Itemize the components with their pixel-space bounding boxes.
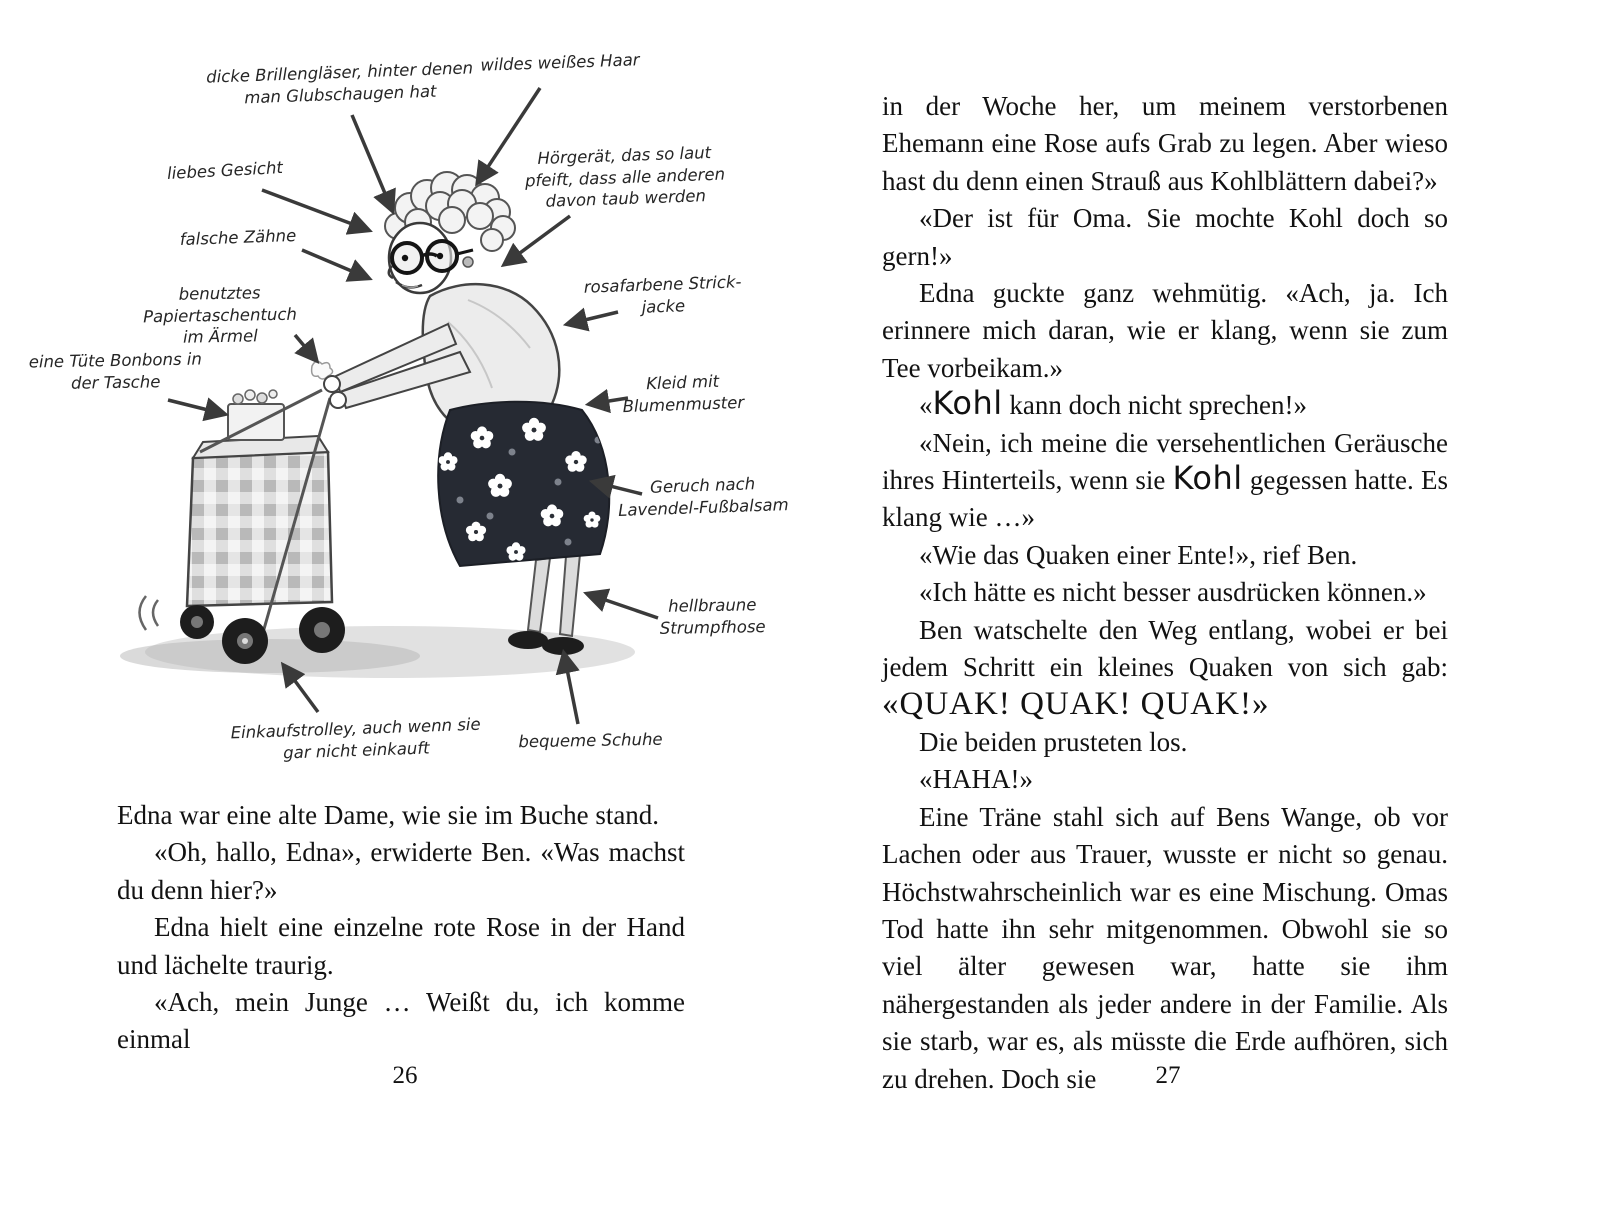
- annotation-tissue: benutztes Papiertaschentuch im Ärmel: [142, 283, 298, 347]
- text-run: Edna war eine alte Dame, wie sie im Buche stand.: [117, 800, 660, 830]
- annotation-teeth: falsche Zähne: [179, 225, 297, 250]
- paragraph: [117, 909, 685, 984]
- motion-lines: [140, 596, 147, 630]
- lady-head: [385, 172, 515, 293]
- shopping-trolley: [187, 390, 332, 636]
- page-number-right: 27: [1155, 1062, 1181, 1089]
- text-run: «: [919, 390, 933, 421]
- shoe: [508, 631, 548, 649]
- shoe: [542, 637, 584, 655]
- lady-legs: [508, 554, 584, 655]
- text-run: gegessen hatte. Es klang wie …»: [882, 465, 1448, 533]
- annotation-hearing-aid: Hörgerät, das so laut pfeift, dass alle anderen davon taub werden: [524, 142, 726, 211]
- annotation-smell: Geruch nach Lavendel-Fußbalsam: [617, 474, 789, 520]
- lady-skirt: [438, 402, 609, 566]
- text-run: Edna guckte ganz wehmütig. «Ach, ja. Ich erinnere mich daran, wie er klang, wenn sie zum Tee vorbeikam.»: [882, 278, 1448, 383]
- paragraph: [117, 797, 685, 834]
- left-page-text: [117, 797, 685, 1059]
- paragraph: [882, 88, 1448, 200]
- annotation-shoes: bequeme Schuhe: [518, 729, 663, 752]
- arrow-to-bonbons: [168, 400, 224, 414]
- text-run: «HAHA!»: [919, 764, 1033, 795]
- motion-lines: [153, 600, 158, 626]
- hand: [324, 376, 340, 392]
- paragraph: [882, 384, 1448, 424]
- arrow-to-glasses: [352, 115, 392, 210]
- annotation-hair: wildes weißes Haar: [480, 50, 640, 75]
- emphasis-quak: «QUAK! QUAK! QUAK!»: [882, 685, 1270, 722]
- hand: [330, 392, 346, 408]
- paragraph: [117, 834, 685, 909]
- paragraph: [882, 275, 1448, 387]
- annotation-bonbons: eine Tüte Bonbons in der Tasche: [28, 349, 203, 393]
- text-run: Ben watschelte den Weg entlang, wobei er bei jedem Schritt ein kleines Quaken von sich gab:: [882, 614, 1448, 683]
- eye: [437, 253, 443, 259]
- text-run: kann doch nicht sprechen!»: [1002, 390, 1308, 421]
- text-run: «Oh, hallo, Edna», erwiderte Ben. «Was machst du denn hier?»: [117, 837, 685, 905]
- text-run: Edna hielt eine einzelne rote Rose in der Hand und lächelte traurig.: [117, 912, 685, 980]
- text-run: «Der ist für Oma. Sie mochte Kohl doch so gern!»: [882, 203, 1448, 271]
- page-number-left: 26: [392, 1062, 418, 1089]
- emphasis-kohl: Kohl: [1172, 459, 1243, 498]
- annotation-trolley: Einkaufstrolley, auch wenn sie gar nicht einkauft: [230, 714, 481, 763]
- paragraph: [882, 425, 1448, 537]
- arrow-to-face: [262, 190, 368, 230]
- text-run: «Nein, ich meine die versehentlichen Geräusche ihres Hinterteils, wenn sie: [882, 427, 1448, 496]
- annotation-tights: hellbraune Strumpfhose: [659, 595, 766, 638]
- annotation-cardigan: rosafarbene Strick- jacke: [583, 272, 742, 317]
- paragraph: [882, 537, 1448, 574]
- annotation-face: liebes Gesicht: [166, 157, 284, 184]
- text-run: «Ich hätte es nicht besser ausdrücken können.»: [919, 577, 1427, 608]
- annotation-dress: Kleid mit Blumenmuster: [622, 371, 745, 416]
- hearing-aid: [463, 257, 473, 267]
- right-page-text: [882, 88, 1448, 1098]
- emphasis-kohl: Kohl: [932, 384, 1003, 423]
- text-run: «Ach, mein Junge … Weißt du, ich komme einmal: [117, 987, 685, 1055]
- eye: [402, 255, 408, 261]
- paragraph: [882, 612, 1448, 724]
- text-run: Eine Träne stahl sich auf Bens Wange, ob vor Lachen oder aus Trauer, wusste er nicht so genau. Höchstwahrscheinlich war es eine Mischung. Omas Tod hatte ihn sehr mitgenommen. Obwohl sie so viel älter gewesen war, hatte sie ihm nähergestanden als jeder andere in der Familie. Als sie starb, war es, als müsste die Erde aufhören, sich zu drehen. Doch sie: [882, 801, 1448, 1094]
- paragraph: [882, 200, 1448, 275]
- paragraph: [117, 984, 685, 1059]
- text-run: «Wie das Quaken einer Ente!», rief Ben.: [919, 539, 1358, 570]
- arrow-to-teeth: [302, 250, 368, 278]
- annotation-glasses: dicke Brillengläser, hinter denen man Glubschaugen hat: [205, 58, 474, 107]
- paragraph: [882, 799, 1448, 1098]
- text-run: in der Woche her, um meinem verstorbenen Ehemann eine Rose aufs Grab zu legen. Aber wieso hast du denn einen Strauß aus Kohlblättern dabei?»: [882, 91, 1448, 196]
- paragraph: [882, 574, 1448, 611]
- paragraph: [882, 724, 1448, 761]
- paragraph: [882, 761, 1448, 798]
- text-run: Die beiden prusteten los.: [919, 726, 1188, 757]
